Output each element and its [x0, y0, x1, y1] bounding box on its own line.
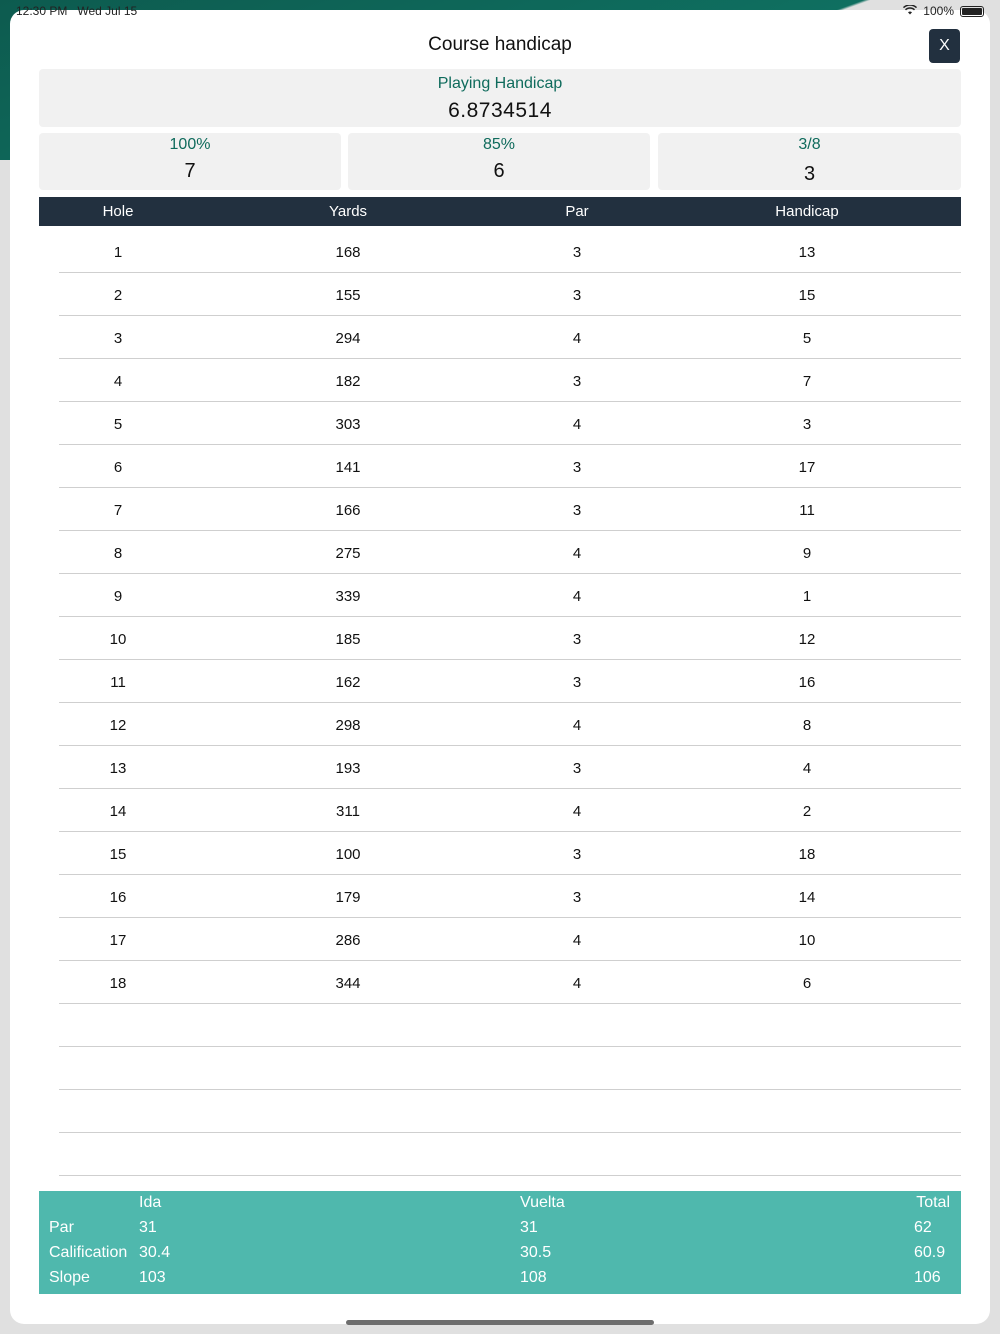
cell-yards: 344: [335, 975, 361, 992]
cell-hole: 2: [113, 287, 123, 304]
cell-yards: 298: [335, 717, 361, 734]
cell-hole: 12: [109, 717, 127, 734]
playing-handicap-value: 6.8734514: [448, 99, 552, 122]
playing-handicap-label: Playing Handicap: [437, 75, 563, 92]
summary-header-total: Total: [916, 1194, 950, 1211]
empty-table-row: [59, 1090, 961, 1133]
cell-yards: 286: [335, 932, 361, 949]
summary-label: Calification: [49, 1244, 128, 1261]
cell-handicap: 3: [802, 416, 812, 433]
cell-hole: 6: [113, 459, 123, 476]
course-handicap-sheet: [10, 10, 990, 1324]
cell-yards: 182: [335, 373, 361, 390]
cell-hole: 9: [113, 588, 123, 605]
table-row: [59, 402, 961, 445]
status-date: Wed Jul 15: [77, 4, 138, 18]
cell-handicap: 12: [798, 631, 816, 648]
cell-handicap: 17: [798, 459, 816, 476]
cell-hole: 10: [109, 631, 127, 648]
cell-par: 3: [572, 287, 582, 304]
summary-row-calification: [39, 1244, 961, 1269]
cell-par: 3: [572, 244, 582, 261]
table-row: [59, 359, 961, 402]
battery-percent: 100%: [923, 4, 954, 18]
cell-hole: 15: [109, 846, 127, 863]
playing-handicap-box: [39, 69, 961, 127]
pct-box-100: [39, 133, 341, 190]
table-row: [59, 531, 961, 574]
summary-label: Par: [49, 1219, 74, 1236]
status-time: 12:30 PM: [16, 4, 68, 18]
cell-yards: 155: [335, 287, 361, 304]
cell-handicap: 11: [799, 502, 815, 519]
cell-handicap: 16: [798, 674, 816, 691]
header-hole: Hole: [102, 203, 134, 220]
table-row: [59, 918, 961, 961]
pct-label: 3/8: [798, 136, 821, 153]
cell-handicap: 14: [798, 889, 816, 906]
cell-hole: 17: [109, 932, 127, 949]
pct-value: 6: [493, 160, 505, 182]
summary-ida: 103: [139, 1269, 166, 1286]
cell-par: 3: [572, 760, 582, 777]
cell-hole: 16: [109, 889, 127, 906]
cell-hole: 14: [109, 803, 127, 820]
cell-yards: 294: [335, 330, 361, 347]
cell-yards: 141: [335, 459, 361, 476]
cell-par: 4: [572, 588, 582, 605]
home-indicator[interactable]: [346, 1320, 654, 1325]
cell-par: 3: [572, 373, 582, 390]
pct-value: 3: [803, 163, 816, 185]
cell-yards: 311: [336, 803, 360, 820]
table-row: [59, 961, 961, 1004]
table-row: [59, 316, 961, 359]
cell-handicap: 2: [802, 803, 812, 820]
pct-box-3-8: [658, 133, 961, 190]
empty-table-row: [59, 1004, 961, 1047]
summary-label: Slope: [49, 1269, 90, 1286]
summary-vuelta: 108: [520, 1269, 547, 1286]
header-par: Par: [565, 203, 589, 220]
cell-par: 4: [572, 803, 582, 820]
cell-handicap: 15: [798, 287, 816, 304]
summary-total: 106: [914, 1269, 941, 1286]
pct-label: 100%: [169, 136, 211, 153]
cell-handicap: 18: [798, 846, 816, 863]
header-yards: Yards: [328, 203, 368, 220]
cell-hole: 8: [113, 545, 123, 562]
table-row: [59, 488, 961, 531]
cell-hole: 11: [110, 674, 126, 691]
table-row: [59, 230, 961, 273]
wifi-icon: [903, 5, 917, 18]
pct-box-85: [348, 133, 650, 190]
table-row: [59, 660, 961, 703]
holes-table: [59, 230, 961, 1176]
cell-par: 3: [572, 674, 582, 691]
cell-yards: 168: [335, 244, 361, 261]
cell-handicap: 13: [798, 244, 816, 261]
cell-yards: 179: [335, 889, 361, 906]
cell-hole: 7: [113, 502, 123, 519]
table-row: [59, 273, 961, 316]
summary-header-vuelta: Vuelta: [520, 1194, 565, 1211]
cell-par: 4: [572, 330, 582, 347]
cell-handicap: 5: [802, 330, 812, 347]
summary-row-par: [39, 1219, 961, 1244]
cell-hole: 13: [109, 760, 127, 777]
status-bar: [0, 0, 1000, 22]
cell-par: 4: [572, 717, 582, 734]
summary-row-slope: [39, 1269, 961, 1294]
cell-handicap: 10: [798, 932, 816, 949]
status-indicators: [903, 4, 984, 18]
table-row: [59, 746, 961, 789]
cell-handicap: 1: [802, 588, 812, 605]
cell-yards: 303: [335, 416, 361, 433]
header-handicap: Handicap: [775, 203, 839, 220]
cell-yards: 339: [335, 588, 361, 605]
summary-panel: [39, 1191, 961, 1294]
page-title: Course handicap: [428, 34, 572, 55]
cell-par: 3: [572, 889, 582, 906]
cell-handicap: 8: [802, 717, 812, 734]
summary-ida: 31: [139, 1219, 157, 1236]
cell-yards: 162: [335, 674, 361, 691]
cell-par: 3: [572, 502, 582, 519]
cell-handicap: 4: [802, 760, 812, 777]
summary-header-row: [39, 1194, 961, 1219]
cell-hole: 3: [113, 330, 123, 347]
summary-ida: 30.4: [139, 1244, 171, 1261]
table-row: [59, 445, 961, 488]
cell-par: 3: [572, 459, 582, 476]
battery-icon: [960, 6, 984, 17]
status-time-date: [16, 4, 137, 18]
summary-total: 62: [914, 1219, 932, 1236]
table-row: [59, 832, 961, 875]
empty-table-row: [59, 1133, 961, 1176]
cell-hole: 4: [113, 373, 123, 390]
cell-yards: 275: [335, 545, 361, 562]
summary-vuelta: 31: [520, 1219, 538, 1236]
cell-yards: 100: [335, 846, 361, 863]
cell-par: 4: [572, 545, 582, 562]
cell-handicap: 6: [802, 975, 812, 992]
cell-yards: 166: [335, 502, 361, 519]
cell-hole: 1: [113, 244, 123, 261]
cell-hole: 18: [109, 975, 127, 992]
percentage-row: [39, 133, 961, 190]
table-row: [59, 875, 961, 918]
cell-handicap: 9: [802, 545, 812, 562]
summary-header-ida: Ida: [139, 1194, 162, 1211]
cell-par: 4: [572, 975, 582, 992]
cell-par: 3: [572, 846, 582, 863]
pct-value: 7: [184, 160, 196, 182]
summary-total: 60.9: [914, 1244, 946, 1261]
cell-handicap: 7: [802, 373, 812, 390]
empty-table-row: [59, 1047, 961, 1090]
cell-yards: 185: [335, 631, 361, 648]
cell-par: 4: [572, 416, 582, 433]
summary-vuelta: 30.5: [520, 1244, 552, 1261]
table-row: [59, 574, 961, 617]
cell-par: 3: [572, 631, 582, 648]
close-button[interactable]: X: [929, 29, 960, 63]
table-row: [59, 789, 961, 832]
cell-yards: 193: [335, 760, 361, 777]
table-row: [59, 703, 961, 746]
cell-hole: 5: [113, 416, 123, 433]
table-row: [59, 617, 961, 660]
pct-label: 85%: [482, 136, 516, 153]
table-header: [39, 197, 961, 226]
cell-par: 4: [572, 932, 582, 949]
